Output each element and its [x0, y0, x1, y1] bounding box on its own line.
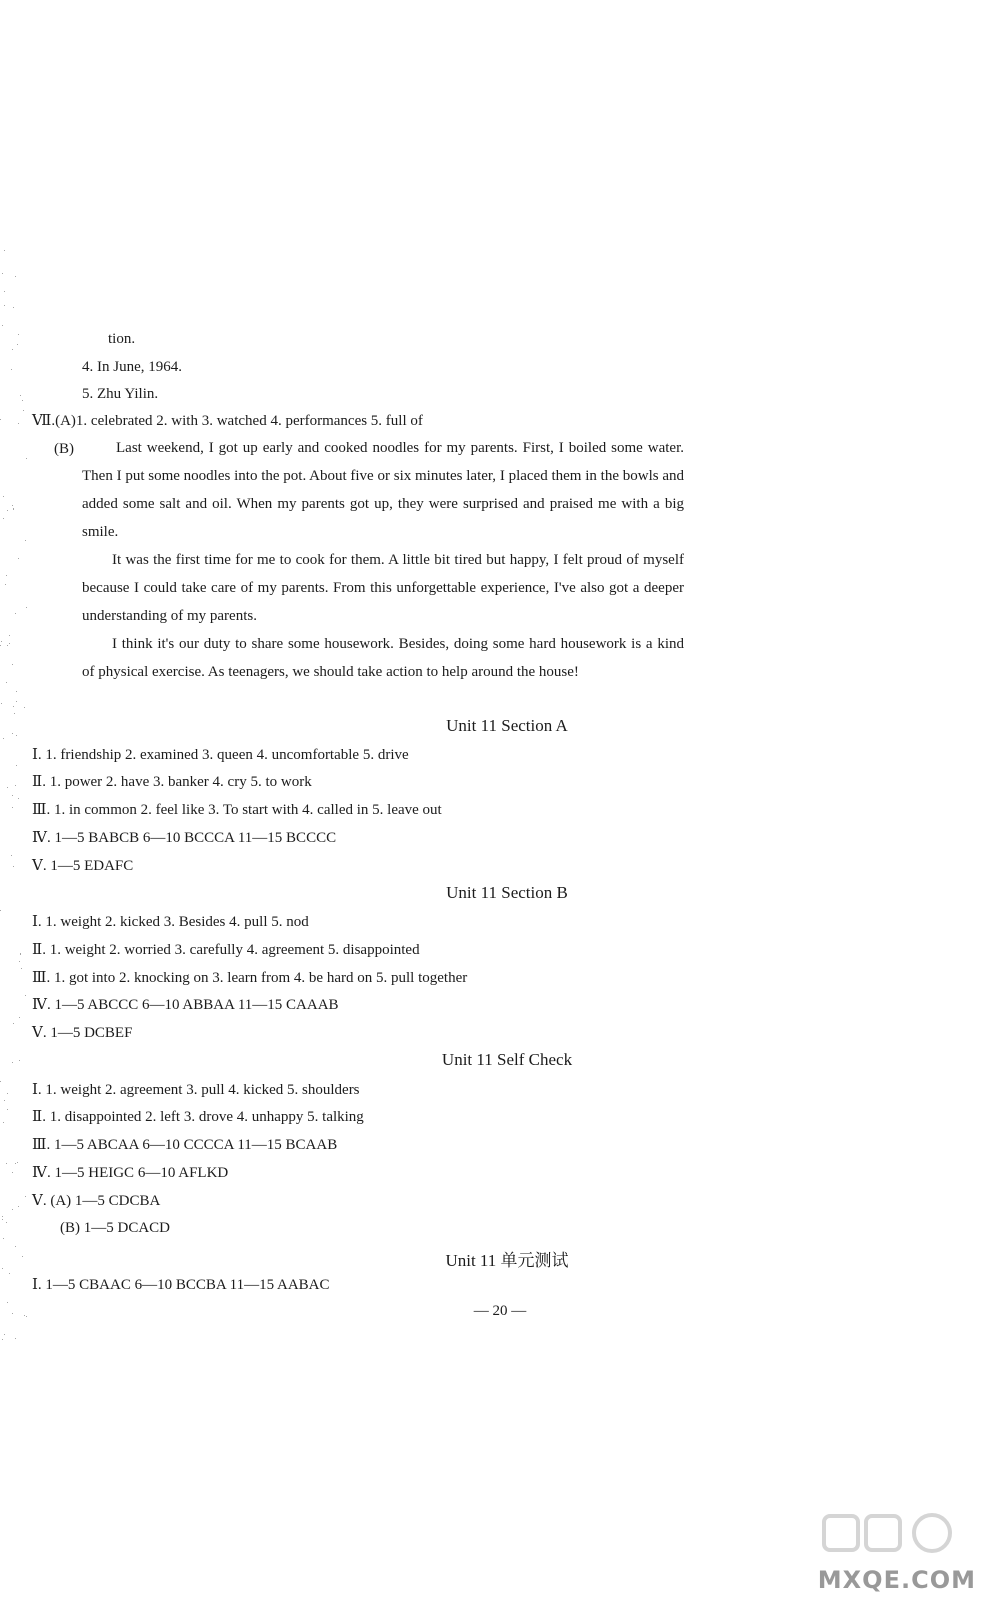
- scan-speck: [18, 423, 19, 424]
- scan-speck: [15, 1163, 16, 1164]
- scan-speck: [26, 1316, 27, 1317]
- scan-speck: [13, 509, 14, 510]
- scan-speck: [0, 645, 1, 646]
- scan-speck: [9, 643, 10, 644]
- scan-speck: [25, 540, 26, 541]
- scan-speck: [6, 1222, 7, 1223]
- scan-speck: [6, 682, 7, 683]
- scan-speck: [19, 961, 20, 962]
- answer-line: Ⅲ. 1—5 ABCAA 6—10 CCCCA 11—15 BCAAB: [32, 1137, 338, 1153]
- answer-line: Ⅱ. 1. disappointed 2. left 3. drove 4. unhappy 5. talking: [32, 1109, 364, 1125]
- scan-speck: [16, 691, 17, 692]
- scan-speck: [1, 703, 2, 704]
- scan-speck: [25, 1196, 26, 1197]
- scan-speck: [16, 765, 17, 766]
- scan-speck: [14, 713, 15, 714]
- scan-speck: [4, 1334, 5, 1335]
- scan-speck: [13, 706, 14, 707]
- section-heading: Unit 11 Self Check: [441, 1050, 573, 1069]
- paragraph: It was the first time for me to cook for them. A little bit tired but happy, I felt proud of myself because I could take care of my parents. From this unforgettable experience, I've also got a deeper understanding of my parents.: [82, 552, 684, 624]
- answer-line: Ⅴ. (A) 1—5 CDCBA: [32, 1193, 161, 1209]
- scan-speck: [25, 995, 26, 996]
- scan-speck: [22, 1256, 23, 1257]
- answer-line: Ⅲ. 1. in common 2. feel like 3. To start with 4. called in 5. leave out: [32, 802, 442, 818]
- scan-speck: [4, 250, 5, 251]
- watermark-text: MXQE.COM: [817, 1566, 976, 1594]
- scan-speck: [13, 866, 14, 867]
- scan-speck: [7, 1302, 8, 1303]
- answer-line: Ⅲ. 1. got into 2. knocking on 3. learn from 4. be hard on 5. pull together: [32, 970, 468, 986]
- scan-speck: [2, 1339, 3, 1340]
- scan-speck: [15, 785, 16, 786]
- scan-speck: [12, 505, 13, 506]
- scan-speck: [11, 369, 12, 370]
- answer-line: Ⅳ. 1—5 ABCCC 6—10 ABBAA 11—15 CAAAB: [32, 997, 339, 1013]
- answer-line: tion.: [108, 331, 136, 347]
- scan-speck: [0, 1081, 1, 1082]
- answer-line: Ⅳ. 1—5 BABCB 6—10 BCCCA 11—15 BCCCC: [32, 830, 337, 846]
- section-label: (B): [54, 441, 74, 457]
- scan-speck: [3, 738, 4, 739]
- scan-speck: [18, 1206, 19, 1207]
- answer-line: Ⅰ. 1—5 CBAAC 6—10 BCCBA 11—15 AABAC: [32, 1277, 330, 1293]
- scan-speck: [3, 496, 4, 497]
- scan-speck: [7, 1109, 8, 1110]
- answer-line: Ⅰ. 1. weight 2. agreement 3. pull 4. kicked 5. shoulders: [32, 1082, 360, 1098]
- scan-speck: [22, 400, 23, 401]
- answer-line: Ⅳ. 1—5 HEIGC 6—10 AFLKD: [32, 1165, 229, 1181]
- section-heading: Unit 11 单元测试: [445, 1251, 569, 1270]
- scan-speck: [9, 1273, 10, 1274]
- scan-speck: [20, 953, 21, 954]
- answer-line: Ⅰ. 1. friendship 2. examined 3. queen 4. uncomfortable 5. drive: [32, 747, 409, 763]
- scan-speck: [12, 664, 13, 665]
- scan-speck: [20, 954, 21, 955]
- paragraph: Last weekend, I got up early and cooked noodles for my parents. First, I boiled some water. Then I put some noodles into the pot. About five or six minutes later, I placed them in the bowls and added some salt and oil. When my parents got up, they were surprised and praised me with a big smile.: [82, 440, 684, 540]
- scan-speck: [1, 641, 2, 642]
- answer-line: Ⅱ. 1. power 2. have 3. banker 4. cry 5. to work: [32, 774, 312, 790]
- scan-speck: [0, 419, 1, 420]
- scan-speck: [12, 795, 13, 796]
- scan-speck: [6, 1163, 7, 1164]
- scan-speck: [15, 1246, 16, 1247]
- scan-speck: [11, 855, 12, 856]
- scan-speck: [12, 1172, 13, 1173]
- scan-speck: [4, 1100, 5, 1101]
- scan-speck: [7, 787, 8, 788]
- writing-sample: [82, 434, 684, 686]
- scan-speck: [16, 701, 17, 702]
- answer-line: Ⅴ. 1—5 EDAFC: [32, 858, 134, 874]
- scan-speck: [21, 968, 22, 969]
- scan-speck: [7, 1093, 8, 1094]
- scan-speck: [12, 1313, 13, 1314]
- paragraph: I think it's our duty to share some housework. Besides, doing some hard housework is a kind of physical exercise. As teenagers, we should take action to help around the house!: [82, 636, 684, 680]
- scan-speck: [18, 334, 19, 335]
- scan-speck: [7, 510, 8, 511]
- scan-speck: [12, 807, 13, 808]
- scan-speck: [24, 1315, 25, 1316]
- scan-speck: [26, 607, 27, 608]
- section-heading: Unit 11 Section A: [446, 716, 568, 735]
- scan-speck: [19, 1017, 20, 1018]
- scan-speck: [2, 1216, 3, 1217]
- answer-line: (B) 1—5 DCACD: [60, 1220, 171, 1236]
- scan-speck: [4, 291, 5, 292]
- scan-speck: [12, 1209, 13, 1210]
- scan-speck: [12, 1062, 13, 1063]
- scan-speck: [15, 613, 16, 614]
- scan-speck: [9, 635, 10, 636]
- scan-speck: [12, 733, 13, 734]
- answer-line: Ⅶ.(A)1. celebrated 2. with 3. watched 4. performances 5. full of: [32, 413, 423, 429]
- scan-speck: [26, 458, 27, 459]
- scan-speck: [3, 1238, 4, 1239]
- scan-speck: [12, 349, 13, 350]
- scan-speck: [24, 707, 25, 708]
- scan-speck: [20, 395, 21, 396]
- scan-speck: [4, 305, 5, 306]
- scan-speck: [3, 518, 4, 519]
- scan-speck: [6, 575, 7, 576]
- page-number: — 20 —: [473, 1303, 527, 1319]
- scan-speck: [2, 1268, 3, 1269]
- scan-speck: [15, 276, 16, 277]
- scan-speck: [18, 798, 19, 799]
- answer-line: Ⅰ. 1. weight 2. kicked 3. Besides 4. pull 5. nod: [32, 914, 309, 930]
- scan-speck: [19, 1060, 20, 1061]
- scan-speck: [5, 584, 6, 585]
- answer-line: 4. In June, 1964.: [82, 359, 182, 375]
- scan-speck: [7, 645, 8, 646]
- answer-line: Ⅴ. 1—5 DCBEF: [32, 1025, 133, 1041]
- scan-speck: [17, 344, 18, 345]
- scan-speck: [23, 410, 24, 411]
- scan-speck: [2, 325, 3, 326]
- scan-speck: [0, 910, 1, 911]
- scan-speck: [13, 1023, 14, 1024]
- scan-speck: [15, 1338, 16, 1339]
- answer-line: Ⅱ. 1. weight 2. worried 3. carefully 4. agreement 5. disappointed: [32, 942, 420, 958]
- scan-speck: [17, 1162, 18, 1163]
- scan-speck: [18, 558, 19, 559]
- scan-speck: [16, 735, 17, 736]
- answer-line: 5. Zhu Yilin.: [82, 386, 159, 402]
- scan-speck: [3, 1122, 4, 1123]
- scan-speck: [2, 1219, 3, 1220]
- scan-speck: [2, 273, 3, 274]
- scan-speck: [13, 307, 14, 308]
- section-heading: Unit 11 Section B: [446, 883, 568, 902]
